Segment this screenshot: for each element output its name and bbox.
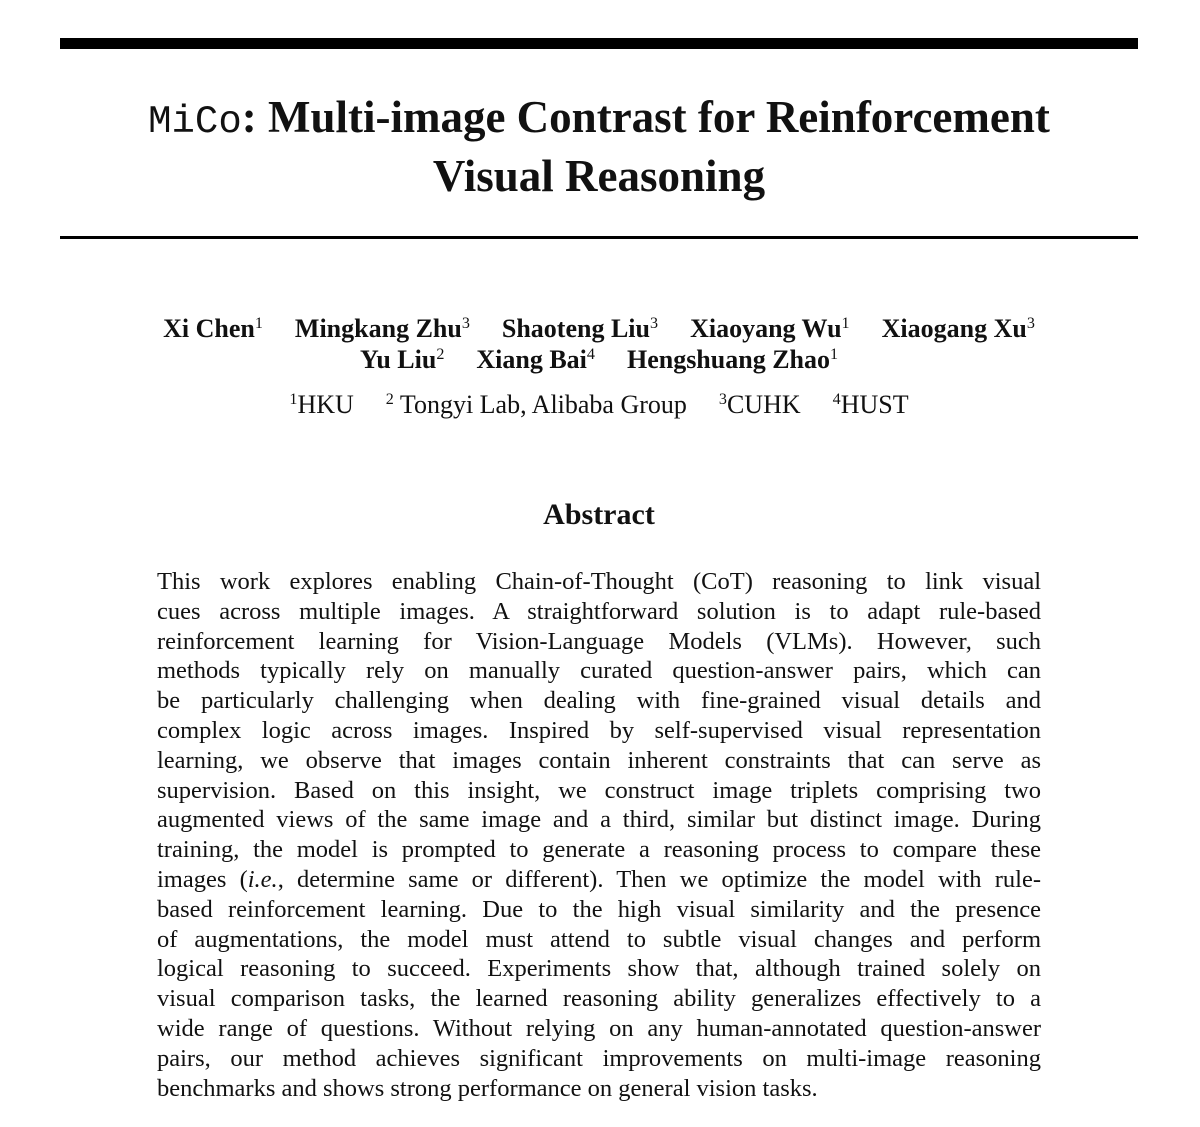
affiliation [719, 389, 801, 420]
author-affiliation-mark: 3 [461, 315, 470, 333]
abstract-line: logical reasoning to succeed. Experiments show that, although trained solely on [157, 955, 1041, 983]
affiliation-number: 4 [832, 391, 841, 409]
title-line2: Visual Reasoning [432, 151, 766, 201]
abstract-line: This work explores enabling Chain-of-Thought (CoT) reasoning to link visual [157, 568, 1041, 595]
author [476, 344, 595, 375]
title-colon: : [241, 92, 257, 142]
affiliation-name: HKU [297, 390, 354, 419]
affiliation-list [60, 389, 1138, 420]
abstract-line: reinforcement learning for Vision-Language Models (VLMs). However, such [157, 627, 1041, 655]
abstract-line [157, 865, 1041, 895]
author-name: Xi Chen [163, 314, 255, 343]
author-name: Xiaoyang Wu [690, 314, 842, 343]
abstract-line: methods typically rely on manually curated question-answer pairs, which can [157, 657, 1041, 685]
abstract-line: benchmarks and shows strong performance on general vision tasks. [157, 1074, 818, 1102]
affiliation [386, 389, 687, 420]
author-affiliation-mark: 3 [650, 315, 659, 333]
abstract-body [157, 567, 1041, 1103]
abstract-italic-text: i.e. [247, 865, 278, 893]
author [295, 313, 470, 344]
author-affiliation-mark: 1 [254, 315, 263, 333]
author-affiliation-mark: 3 [1026, 315, 1035, 333]
affiliation-name: HUST [840, 390, 909, 419]
author-affiliation-mark: 1 [841, 315, 850, 333]
abstract-heading: Abstract [543, 498, 655, 531]
affiliation [833, 389, 909, 420]
abstract-line: augmented views of the same image and a third, similar but distinct image. During [157, 806, 1041, 834]
affiliation-name: Tongyi Lab, Alibaba Group [393, 390, 687, 419]
affiliation-number: 1 [289, 391, 298, 409]
affiliation [289, 389, 353, 420]
title-rule-top [60, 38, 1138, 49]
author [502, 313, 658, 344]
author-name: Mingkang Zhu [294, 314, 462, 343]
author-name: Xiang Bai [476, 345, 587, 374]
title-line1: Multi-image Contrast for Reinforcement [256, 92, 1050, 142]
abstract-line: pairs, our method achieves significant improvements on multi-image reasoning [157, 1044, 1041, 1072]
abstract-text: , determine same or different). Then we optimize the model with rule- [277, 865, 1041, 893]
abstract-line: wide range of questions. Without relying on any human-annotated question-answer [157, 1014, 1041, 1042]
affiliation-name: CUHK [726, 390, 801, 419]
author-affiliation-mark: 2 [436, 346, 445, 364]
title-acronym: MiCo [148, 100, 242, 144]
abstract-line: be particularly challenging when dealing with fine-grained visual details and [157, 687, 1041, 715]
author-name: Hengshuang Zhao [626, 345, 830, 374]
author-name: Xiaogang Xu [881, 314, 1027, 343]
author [163, 313, 263, 344]
abstract-line: learning, we observe that images contain inherent constraints that can serve as [157, 746, 1041, 774]
author-name: Yu Liu [359, 345, 437, 374]
author-list [60, 313, 1138, 375]
abstract-line: based reinforcement learning. Due to the high visual similarity and the presence [157, 895, 1041, 923]
paper-title [60, 90, 1138, 203]
abstract-line: training, the model is prompted to generate a reasoning process to compare these [157, 836, 1041, 864]
author-affiliation-mark: 4 [586, 346, 595, 364]
abstract-line: complex logic across images. Inspired by self-supervised visual representation [157, 716, 1041, 744]
abstract-line: visual comparison tasks, the learned reasoning ability generalizes effectively to a [157, 985, 1041, 1013]
author-affiliation-mark: 1 [830, 346, 839, 364]
abstract-text: images ( [157, 865, 248, 893]
author [690, 313, 850, 344]
abstract-line: cues across multiple images. A straightforward solution is to adapt rule-based [157, 597, 1041, 625]
author-name: Shaoteng Liu [501, 314, 650, 343]
affiliation-number: 3 [718, 391, 727, 409]
author [627, 344, 838, 375]
title-rule-bottom [60, 236, 1138, 239]
abstract-line: supervision. Based on this insight, we construct image triplets comprising two [157, 776, 1041, 804]
abstract-line: of augmentations, the model must attend to subtle visual changes and perform [157, 925, 1041, 953]
affiliation-number: 2 [385, 391, 394, 409]
author [882, 313, 1035, 344]
author [360, 344, 444, 375]
